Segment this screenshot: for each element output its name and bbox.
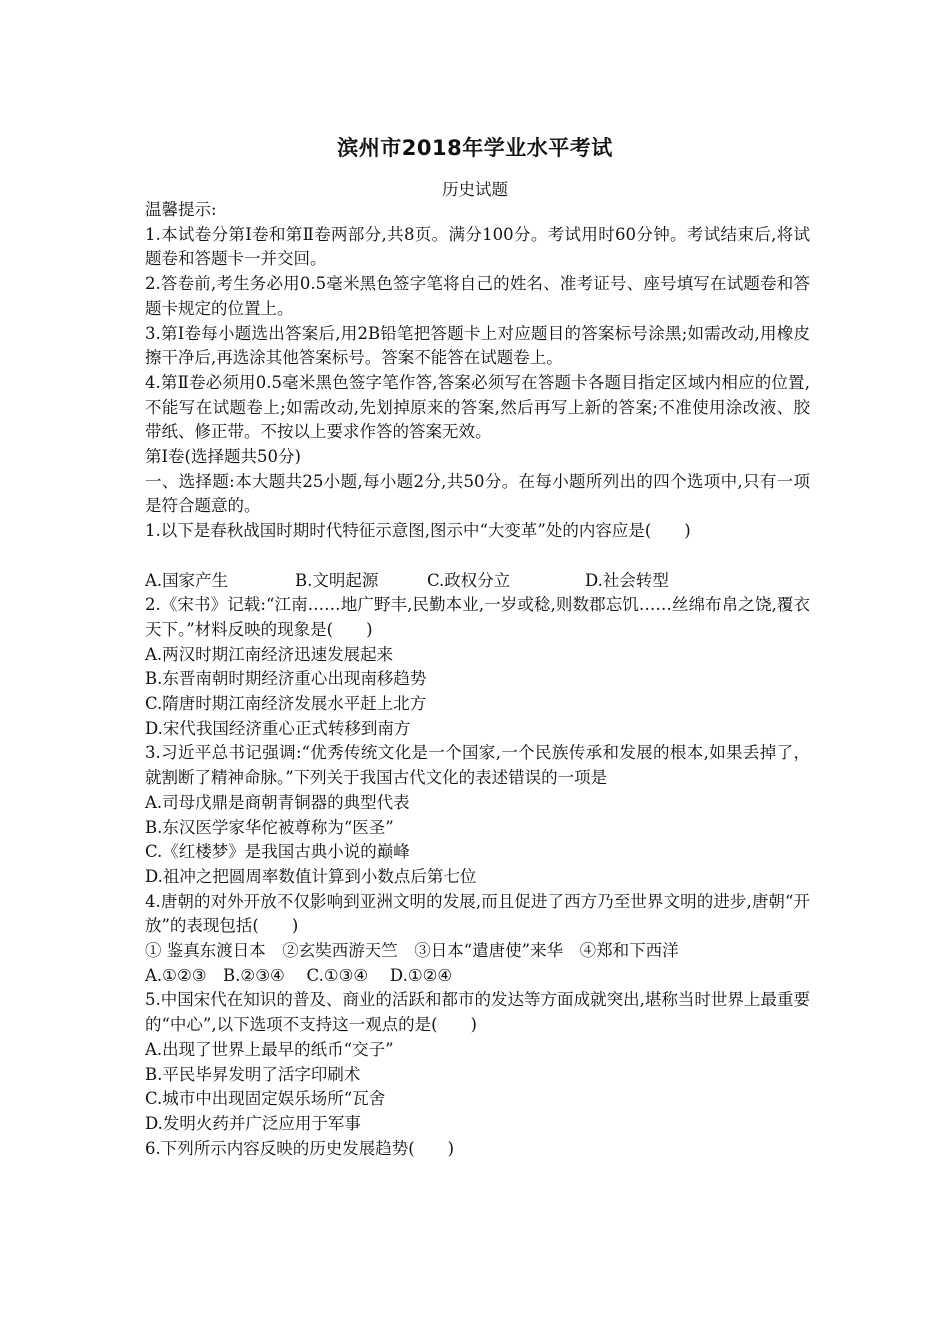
q1-option-b: B.文明起源 bbox=[295, 570, 379, 590]
q3-option-a: A.司母戊鼎是商朝青铜器的典型代表 bbox=[145, 792, 410, 812]
q5-stem: 5.中国宋代在知识的普及、商业的活跃和都市的发达等方面成就突出,堪称当时世界上最重要的“中心”,以下选项不支持这一观点的是( ) bbox=[145, 990, 810, 1035]
notice-heading: 温馨提示: bbox=[145, 200, 217, 219]
exam-body bbox=[145, 198, 810, 1161]
q3-option-b: B.东汉医学家华佗被尊称为“医圣” bbox=[145, 817, 394, 837]
q5-option-a: A.出现了世界上最早的纸币“交子” bbox=[145, 1039, 394, 1059]
section1-heading: 第I卷(选择题共50分) bbox=[145, 447, 301, 467]
q4-items: ① 鉴真东渡日本 ②玄奘西游天竺 ③日本“遣唐使”来华 ④郑和下西洋 bbox=[145, 941, 679, 961]
q2-option-a: A.两汉时期江南经济迅速发展起来 bbox=[145, 644, 394, 664]
q3-option-c: C.《红楼梦》是我国古典小说的巅峰 bbox=[145, 842, 410, 862]
q1-figure-space bbox=[145, 544, 810, 569]
q2-option-d: D.宋代我国经济重心正式转移到南方 bbox=[145, 718, 411, 738]
q5-option-b: B.平民毕昇发明了活字印刷术 bbox=[145, 1064, 361, 1084]
q1-option-d: D.社会转型 bbox=[585, 570, 669, 590]
q1-option-c: C.政权分立 bbox=[427, 570, 511, 590]
exam-subtitle: 历史试题 bbox=[442, 180, 508, 199]
notice-item: 3.第I卷每小题选出答案后,用2B铅笔把答题卡上对应题目的答案标号涂黑;如需改动,用橡皮擦干净后,再选涂其他答案标号。答案不能答在试题卷上。 bbox=[145, 323, 810, 368]
q1-options bbox=[145, 569, 810, 594]
q2-option-b: B.东晋南朝时期经济重心出现南移趋势 bbox=[145, 669, 427, 689]
notice-item: 1.本试卷分第Ⅰ卷和第Ⅱ卷两部分,共8页。满分100分。考试用时60分钟。考试结束后,将试题卷和答题卡一并交回。 bbox=[145, 224, 810, 269]
section1-instructions: 一、选择题:本大题共25小题,每小题2分,共50分。在每小题所列出的四个选项中,只有一项是符合题意的。 bbox=[145, 471, 810, 516]
q5-option-c: C.城市中出现固定娱乐场所“瓦舍 bbox=[145, 1089, 386, 1109]
q1-option-a: A.国家产生 bbox=[145, 570, 229, 590]
q2-option-c: C.隋唐时期江南经济发展水平赶上北方 bbox=[145, 694, 427, 714]
notice-item: 2.答卷前,考生务必用0.5毫米黑色签字笔将自己的姓名、准考证号、座号填写在试题卷和答题卡规定的位置上。 bbox=[145, 274, 810, 318]
q5-option-d: D.发明火药并广泛应用于军事 bbox=[145, 1114, 361, 1133]
q4-stem: 4.唐朝的对外开放不仅影响到亚洲文明的发展,而且促进了西方乃至世界文明的进步,唐朝“开放”的表现包括( ) bbox=[145, 891, 810, 936]
q2-stem: 2.《宋书》记载:“江南……地广野丰,民勤本业,一岁或稔,则数郡忘饥……丝绵布帛之饶,覆衣天下。”材料反映的现象是( ) bbox=[145, 595, 810, 639]
notice-item: 4.第Ⅱ卷必须用0.5毫米黑色签字笔作答,答案必须写在答题卡各题目指定区域内相应的位置,不能写在试题卷上;如需改动,先划掉原来的答案,然后再写上新的答案;不准使用涂改液、胶带纸、修正带。不按以上要求作答的答案无效。 bbox=[145, 372, 810, 442]
q6-stem: 6.下列所示内容反映的历史发展趋势( ) bbox=[145, 1138, 455, 1158]
q1-stem: 1.以下是春秋战国时期时代特征示意图,图示中“大变革”处的内容应是( ) bbox=[145, 521, 691, 541]
q3-stem: 3.习近平总书记强调:“优秀传统文化是一个国家,一个民族传承和发展的根本,如果丢掉了，就割断了精神命脉。”下列关于我国古代文化的表述错误的一项是 bbox=[145, 743, 810, 788]
q3-option-d: D.祖冲之把圆周率数值计算到小数点后第七位 bbox=[145, 866, 477, 886]
q4-options: A.①②③ B.②③④ C.①③④ D.①②④ bbox=[145, 965, 453, 985]
exam-title: 滨州市2018年学业水平考试 bbox=[337, 136, 613, 160]
